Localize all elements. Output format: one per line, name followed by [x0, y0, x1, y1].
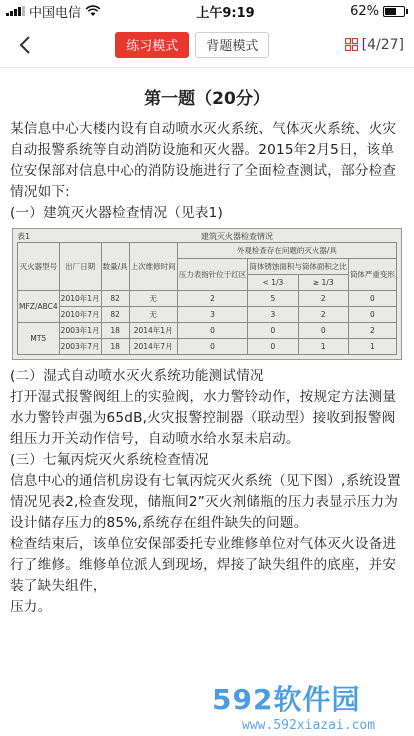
question-intro: 某信息中心大楼内设有自动喷水灭火系统、气体灭火系统、火灾自动报警系统等自动消防设施和灭火器。2015年2月5日，该单位安保部对信息中心的消防设施进行了全面检查测试，部分检查情况如下:	[10, 121, 397, 200]
cell-qty: 18	[101, 323, 129, 339]
cell-lt: 3	[248, 307, 298, 323]
section-3-text: 信息中心的通信机房设有七氧丙烷灭火系统（见下图）,系统设置情况见表2,检查发现，储瓶间2”灭火剂储瓶的压力表显示压力为设计储存压力的85%,系统存在组件缺失的问题。	[10, 473, 401, 531]
cell-deform: 0	[348, 307, 396, 323]
section-2-heading: (二）湿式自动喷水灭火系统功能测试情况	[10, 368, 264, 384]
cell-maint: 2014年1月	[129, 323, 177, 339]
watermark-number: 592	[212, 683, 274, 716]
cell-lt: 5	[248, 291, 298, 307]
header-maint: 上次维修时间	[129, 243, 177, 291]
header-ge: ≥ 1/3	[298, 275, 348, 291]
cell-gauge: 0	[177, 323, 248, 339]
header-qty: 数量/具	[101, 243, 129, 291]
grid-icon	[345, 38, 358, 51]
header-date: 出厂日期	[59, 243, 101, 291]
cell-gauge: 2	[177, 291, 248, 307]
cell-ge: 0	[298, 323, 348, 339]
question-content	[0, 68, 414, 618]
status-left	[6, 2, 101, 21]
cell-type: MT5	[18, 323, 60, 355]
practice-mode-button[interactable]: 练习模式	[115, 32, 189, 58]
table-row	[18, 339, 397, 355]
cell-date: 2003年1月	[59, 323, 101, 339]
table-1-caption: 建筑灭火器检查情况	[201, 232, 273, 241]
repair-text: 检查结束后，该单位安保部委托专业维修单位对气体灭火设备进行了维修。维修单位派人到现场，焊接了缺失组件的底座，并安装了缺失组件，	[10, 536, 397, 594]
section-2-text: 打开湿式报警阀组上的实验阀，水力警铃动作，按规定方法测量水力警铃声强为65dB,火灾报警控制器（联动型）接收到报警阀组压力开关动作信号，自动喷水给水泵未启动。	[10, 389, 397, 447]
site-watermark	[212, 678, 412, 732]
cell-date: 2003年7月	[59, 339, 101, 355]
header-lt: < 1/3	[248, 275, 298, 291]
cell-qty: 18	[101, 339, 129, 355]
table-1-image	[12, 228, 402, 360]
cell-ge: 2	[298, 291, 348, 307]
table-1-caption-row	[17, 231, 397, 242]
header-defect: 外观检查存在问题的灭火器/具	[177, 243, 396, 259]
table-row	[18, 307, 397, 323]
back-button[interactable]	[10, 30, 40, 60]
header-gauge: 压力表指针位于红区	[177, 259, 248, 291]
status-bar	[0, 0, 414, 22]
memorize-mode-button[interactable]: 背题模式	[195, 32, 269, 58]
cell-qty: 82	[101, 291, 129, 307]
battery-icon	[383, 6, 408, 17]
extinguisher-table	[17, 242, 397, 355]
header-deform: 筒体严重变形	[348, 259, 396, 291]
wifi-icon	[85, 5, 101, 17]
nav-bar	[0, 22, 414, 68]
chevron-left-icon	[18, 35, 32, 55]
watermark-brand	[212, 678, 412, 718]
watermark-url: www.592xiazai.com	[242, 718, 376, 733]
cell-maint: 无	[129, 307, 177, 323]
status-right	[350, 4, 408, 19]
mode-toggle	[115, 32, 269, 58]
signal-icon	[6, 6, 25, 16]
cell-gauge: 3	[177, 307, 248, 323]
table-row	[18, 291, 397, 307]
cell-maint: 2014年7月	[129, 339, 177, 355]
section-3-heading: (三）七氟丙烷灭火系统检查情况	[10, 452, 209, 468]
cell-lt: 0	[248, 339, 298, 355]
cell-deform: 1	[348, 339, 396, 355]
cell-gauge: 0	[177, 339, 248, 355]
cell-ge: 2	[298, 307, 348, 323]
section-1-heading: (一）建筑灭火器检查情况（见表1)	[10, 205, 223, 221]
cell-lt: 0	[248, 323, 298, 339]
battery-percent: 62%	[350, 3, 379, 19]
cell-ge: 1	[298, 339, 348, 355]
header-corrosion: 筒体锈蚀面积与筒体面积之比	[248, 259, 349, 275]
status-time: 上午9:19	[196, 5, 255, 21]
cell-qty: 82	[101, 307, 129, 323]
carrier-name: 中国电信	[29, 5, 82, 21]
cell-deform: 2	[348, 323, 396, 339]
repair-text-tail: 压力。	[10, 599, 52, 615]
header-type: 灭火器型号	[18, 243, 60, 291]
cell-date: 2010年1月	[59, 291, 101, 307]
question-index-button[interactable]	[345, 37, 404, 53]
cell-type: MFZ/ABC4	[18, 291, 60, 323]
table-1-label: 表1	[17, 232, 31, 241]
watermark-text: 软件园	[273, 683, 361, 716]
cell-deform: 0	[348, 291, 396, 307]
table-row	[18, 323, 397, 339]
question-progress: [4/27]	[361, 36, 404, 53]
question-title: 第一题（20分）	[144, 89, 270, 109]
cell-date: 2010年7月	[59, 307, 101, 323]
cell-maint: 无	[129, 291, 177, 307]
